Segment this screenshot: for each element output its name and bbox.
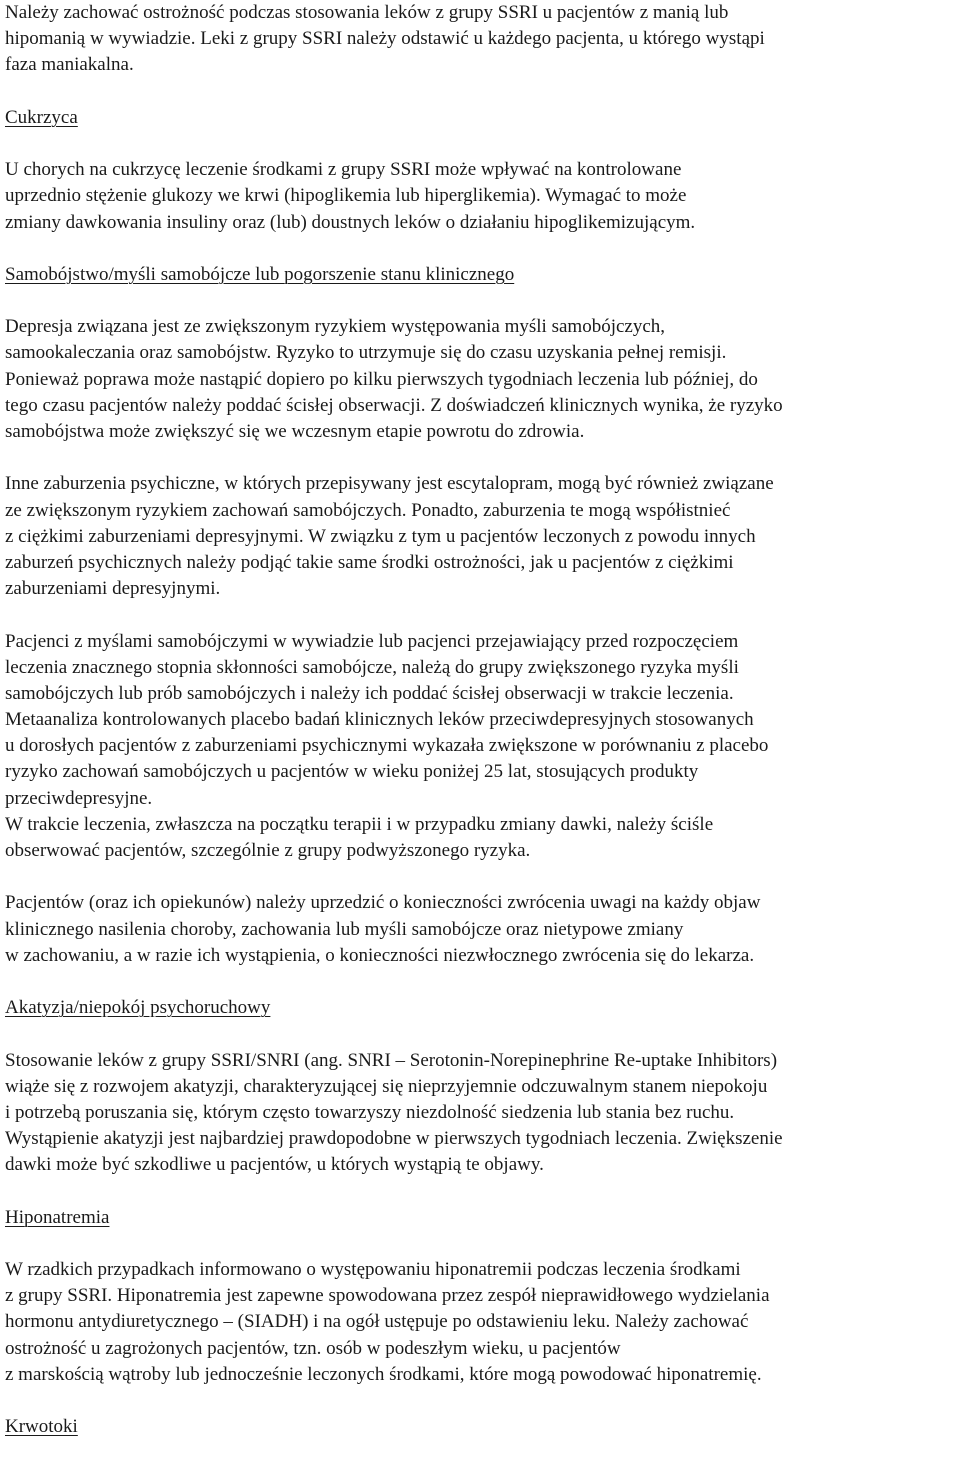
- text-line: wiąże się z rozwojem akatyzji, charakteryzującej się nieprzyjemnie odczuwalnym stanem niepokoju: [5, 1075, 768, 1097]
- text-line: ostrożność u zagrożonych pacjentów, tzn. osób w podeszłym wieku, u pacjentów: [5, 1337, 621, 1359]
- text-line: Wystąpienie akatyzji jest najbardziej prawdopodobne w pierwszych tygodniach leczenia. Zwiększenie: [5, 1128, 783, 1150]
- section-heading-diabetes: Cukrzyca: [5, 106, 78, 128]
- text-line: Inne zaburzenia psychiczne, w których przepisywany jest escytalopram, mogą być również związane: [5, 473, 774, 495]
- text-line: samobójstwa może zwiększyć się we wczesnym etapie powrotu do zdrowia.: [5, 421, 585, 442]
- text-line: Pacjentów (oraz ich opiekunów) należy uprzedzić o konieczności zwrócenia uwagi na każdy objaw: [5, 892, 761, 914]
- diabetes-paragraph: [5, 157, 960, 236]
- text-line: zaburzeniami depresyjnymi.: [5, 578, 221, 600]
- text-line: Depresja związana jest ze zwiększonym ryzykiem występowania myśli samobójczych,: [5, 316, 666, 338]
- text-line: samobójczych lub prób samobójczych i należy ich poddać ścisłej obserwacji w trakcie leczenia.: [5, 682, 734, 704]
- text-line: z marskością wątroby lub jednocześnie leczonych środkami, które mogą powodować hiponatremię.: [5, 1363, 762, 1385]
- suicide-paragraph-1: [5, 314, 960, 445]
- text-line: Należy zachować ostrożność podczas stosowania leków z grupy SSRI u pacjentów z manią lub: [5, 2, 729, 23]
- text-line: przeciwdepresyjne.: [5, 787, 153, 809]
- section-heading-suicide: Samobójstwo/myśli samobójcze lub pogorszenie stanu klinicznego: [5, 263, 515, 285]
- text-line: ze zwiększonym ryzykiem zachowań samobójczych. Ponadto, zaburzenia te mogą współistnieć: [5, 499, 731, 521]
- suicide-paragraph-4: [5, 890, 960, 969]
- text-line: uprzednio stężenie glukozy we krwi (hipoglikemia lub hiperglikemia). Wymagać to może: [5, 185, 687, 207]
- text-line: u dorosłych pacjentów z zaburzeniami psychicznymi wykazała zwiększone w porównaniu z placebo: [5, 735, 769, 757]
- text-line: W rzadkich przypadkach informowano o występowaniu hiponatremii podczas leczenia środkami: [5, 1259, 741, 1280]
- text-line: tego czasu pacjentów należy poddać ścisłej obserwacji. Z doświadczeń klinicznych wynika, że ryzyko: [5, 394, 783, 416]
- text-line: U chorych na cukrzycę leczenie środkami z grupy SSRI może wpływać na kontrolowane: [5, 159, 682, 181]
- text-line: z ciężkimi zaburzeniami depresyjnymi. W związku z tym u pacjentów leczonych z powodu innych: [5, 525, 756, 547]
- section-heading-akathisia: Akatyzja/niepokój psychoruchowy: [5, 997, 271, 1019]
- text-line: i potrzebą poruszania się, którym często towarzyszy niezdolność siedzenia lub stania bez ruchu.: [5, 1101, 735, 1123]
- text-line: dawki może być szkodliwe u pacjentów, u których wystąpią te objawy.: [5, 1154, 544, 1176]
- suicide-paragraph-2: [5, 471, 960, 602]
- text-line: samookaleczania oraz samobójstw. Ryzyko to utrzymuje się do czasu uzyskania pełnej remisji.: [5, 342, 727, 364]
- text-line: obserwować pacjentów, szczególnie z grupy podwyższonego ryzyka.: [5, 840, 531, 861]
- text-line: Ponieważ poprawa może nastąpić dopiero po kilku pierwszych tygodniach leczenia lub później, do: [5, 368, 758, 390]
- text-line: hipomanią w wywiadzie. Leki z grupy SSRI należy odstawić u każdego pacjenta, u którego wystąpi: [5, 28, 765, 50]
- text-line: Stosowanie leków z grupy SSRI/SNRI (ang. SNRI – Serotonin-Norepinephrine Re-uptake Inhibitors): [5, 1049, 778, 1071]
- intro-paragraph: [5, 0, 960, 79]
- text-line: Pacjenci z myślami samobójczymi w wywiadzie lub pacjenci przejawiający przed rozpoczęciem: [5, 630, 739, 652]
- text-line: zmiany dawkowania insuliny oraz (lub) doustnych leków o działaniu hipoglikemizującym.: [5, 211, 696, 233]
- akathisia-paragraph: [5, 1048, 960, 1179]
- text-line: ryzyko zachowań samobójczych u pacjentów w wieku poniżej 25 lat, stosujących produkty: [5, 761, 699, 783]
- section-heading-bleeding: Krwotoki: [5, 1416, 78, 1438]
- text-line: Metaanaliza kontrolowanych placebo badań klinicznych leków przeciwdepresyjnych stosowanych: [5, 709, 754, 731]
- text-line: hormonu antydiuretycznego – (SIADH) i na ogół ustępuje po odstawieniu leku. Należy zachować: [5, 1311, 749, 1333]
- text-line: faza maniakalna.: [5, 54, 134, 76]
- text-line: leczenia znacznego stopnia skłonności samobójcze, należą do grupy zwiększonego ryzyka myśli: [5, 656, 739, 678]
- hyponatremia-paragraph: [5, 1257, 960, 1388]
- section-heading-hyponatremia: Hiponatremia: [5, 1206, 110, 1228]
- text-line: W trakcie leczenia, zwłaszcza na początku terapii i w przypadku zmiany dawki, należy ściśle: [5, 813, 714, 835]
- suicide-paragraph-3: [5, 629, 960, 865]
- text-line: w zachowaniu, a w razie ich wystąpienia, o konieczności niezwłocznego zwrócenia się do lekarza.: [5, 944, 755, 966]
- text-line: klinicznego nasilenia choroby, zachowania lub myśli samobójcze oraz nietypowe zmiany: [5, 918, 684, 940]
- document-page: [5, 0, 960, 1440]
- text-line: zaburzeń psychicznych należy podjąć takie same środki ostrożności, jak u pacjentów z ciężkimi: [5, 551, 734, 573]
- text-line: z grupy SSRI. Hiponatremia jest zapewne spowodowana przez zespół nieprawidłowego wydzielania: [5, 1285, 770, 1307]
